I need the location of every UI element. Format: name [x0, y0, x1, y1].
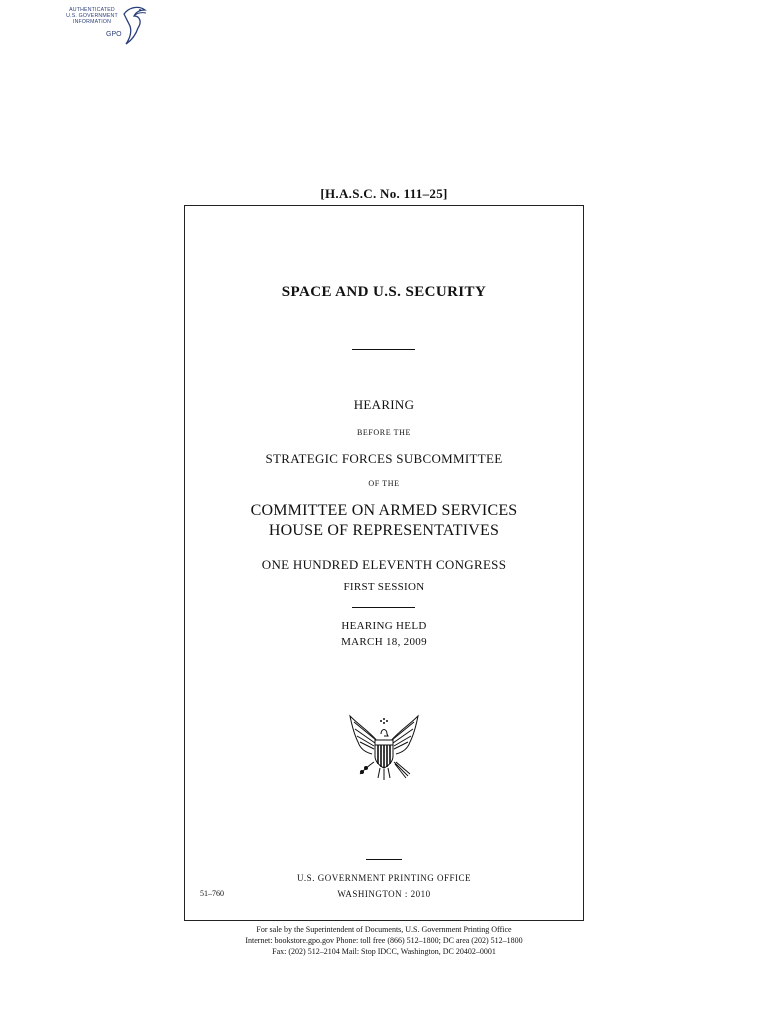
gpo-authentication-logo	[60, 4, 150, 48]
gpo-mark: GPO	[106, 31, 122, 38]
printer-office: U.S. GOVERNMENT PRINTING OFFICE	[296, 873, 472, 883]
session-label: FIRST SESSION	[343, 581, 425, 593]
congress-name: ONE HUNDRED ELEVENTH CONGRESS	[261, 557, 507, 572]
subcommittee-name: STRATEGIC FORCES SUBCOMMITTEE	[265, 451, 503, 466]
committee-name: COMMITTEE ON ARMED SERVICES	[250, 502, 518, 519]
gpo-logo-line: U.S. GOVERNMENT	[66, 13, 118, 19]
hearing-held-label: HEARING HELD	[341, 620, 427, 632]
hasc-number: [H.A.S.C. No. 111–25]	[320, 186, 448, 201]
house-name: HOUSE OF REPRESENTATIVES	[268, 522, 500, 539]
divider-rule	[352, 349, 415, 350]
divider-rule	[352, 607, 415, 608]
of-the-label: OF THE	[368, 479, 400, 488]
sale-info-line: For sale by the Superintendent of Documents, U.S. Government Printing Office	[256, 925, 512, 934]
job-number: 51–760	[200, 889, 224, 898]
printer-location: WASHINGTON : 2010	[337, 889, 431, 899]
hearing-date: MARCH 18, 2009	[341, 636, 427, 648]
sale-info-line: Fax: (202) 512–2104 Mail: Stop IDCC, Washington, DC 20402–0001	[272, 947, 496, 956]
hearing-title: SPACE AND U.S. SECURITY	[281, 284, 487, 300]
gpo-eagle-icon	[118, 4, 148, 48]
sale-info-line: Internet: bookstore.gpo.gov Phone: toll free (866) 512–1800; DC area (202) 512–1800	[245, 936, 523, 945]
before-the-label: BEFORE THE	[356, 428, 412, 437]
divider-rule	[366, 859, 402, 860]
gpo-logo-line: INFORMATION	[72, 19, 112, 25]
great-seal-eagle-icon	[348, 712, 420, 784]
hearing-label: HEARING	[353, 397, 415, 412]
gpo-logo-text	[60, 7, 124, 25]
gpo-logo-line: AUTHENTICATED	[69, 7, 115, 13]
